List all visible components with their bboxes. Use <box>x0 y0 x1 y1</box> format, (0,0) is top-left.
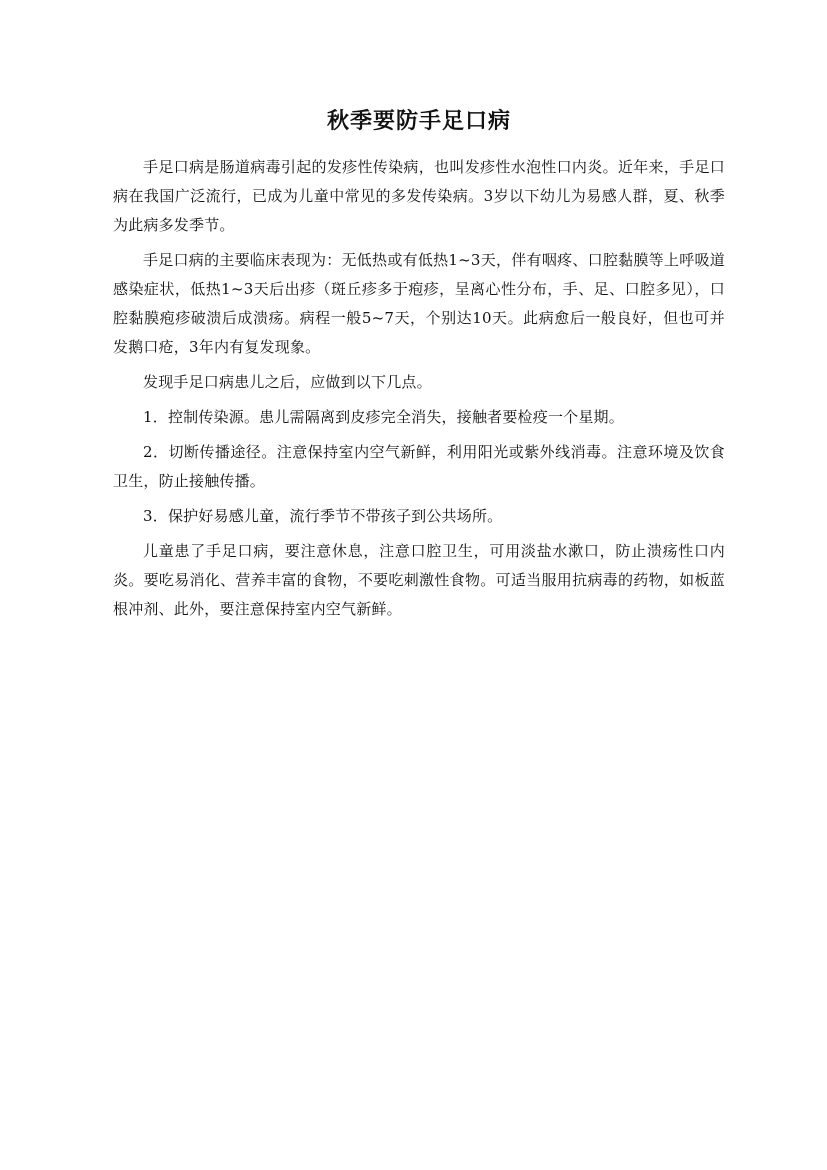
paragraph-symptoms: 手足口病的主要临床表现为：无低热或有低热1~3天，伴有咽疼、口腔黏膜等上呼吸道感染症状，低热1~3天后出疹（斑丘疹多于疱疹，呈离心性分布，手、足、口腔多见），口腔黏膜疱疹破溃后成溃疡。病程一般5~7天，个别达10天。此病愈后一般良好，但也可并发鹅口疮，3年内有复发现象。 <box>113 251 725 356</box>
paragraph-intro: 手足口病是肠道病毒引起的发疹性传染病，也叫发疹性水泡性口内炎。近年来，手足口病在我国广泛流行，已成为儿童中常见的多发传染病。3岁以下幼儿为易感人群，夏、秋季为此病多发季节。 <box>113 158 725 234</box>
paragraph-measures-intro: 发现手足口病患儿之后，应做到以下几点。 <box>143 373 432 391</box>
document-body <box>113 104 725 630</box>
list-item-protect-children: 3．保护好易感儿童，流行季节不带孩子到公共场所。 <box>143 507 503 525</box>
list-item-cut-transmission: 2．切断传播途径。注意保持室内空气新鲜，利用阳光或紫外线消毒。注意环境及饮食卫生，防止接触传播。 <box>113 443 725 490</box>
paragraph-care-advice: 儿童患了手足口病，要注意休息，注意口腔卫生，可用淡盐水漱口，防止溃疡性口内炎。要吃易消化、营养丰富的食物，不要吃刺激性食物。可适当服用抗病毒的药物，如板蓝根冲剂、此外，要注意保持室内空气新鲜。 <box>113 542 725 618</box>
list-item-control-source: 1．控制传染源。患儿需隔离到皮疹完全消失，接触者要检疫一个星期。 <box>143 408 624 426</box>
document-title: 秋季要防手足口病 <box>326 108 511 134</box>
